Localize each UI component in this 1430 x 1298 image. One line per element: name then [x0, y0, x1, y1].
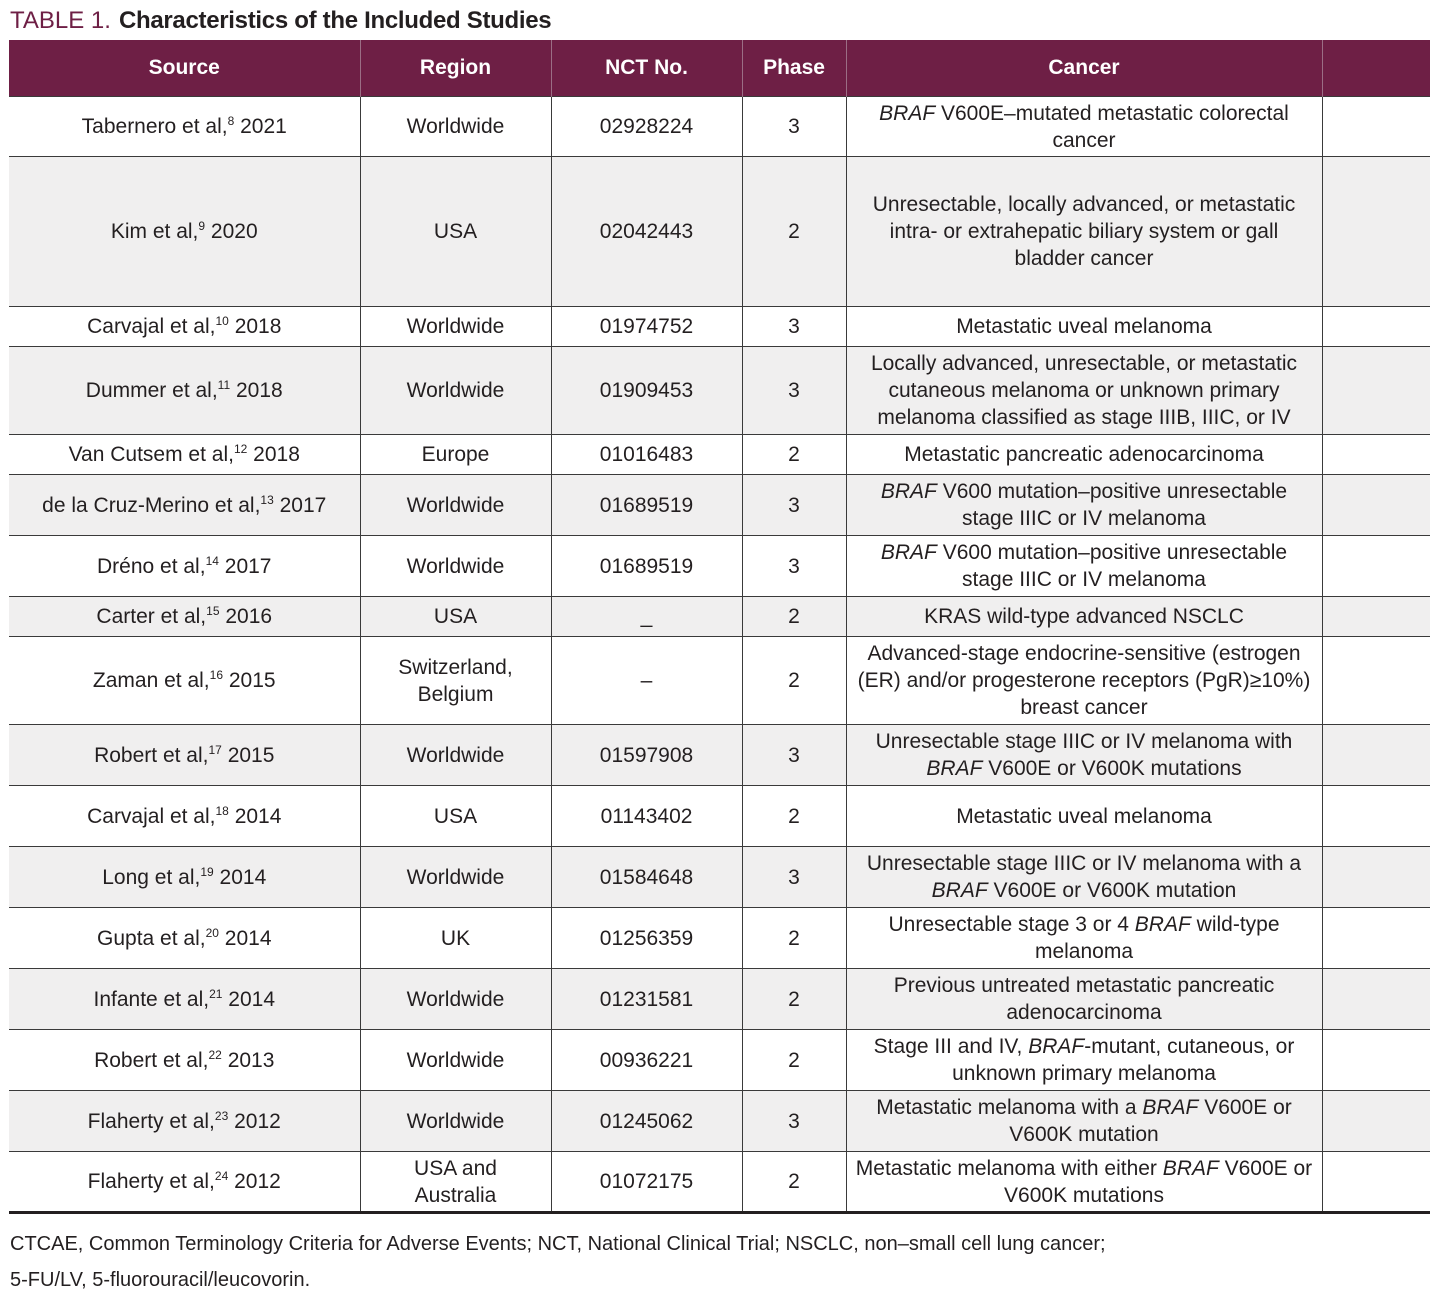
source-ref: 15	[206, 604, 220, 618]
source-year: 2015	[228, 669, 276, 692]
extra-cell	[1322, 786, 1430, 847]
source-cell	[9, 969, 360, 1030]
source-cell	[9, 475, 360, 536]
cancer-text: wild-type melanoma	[1034, 913, 1280, 963]
source-year: 2016	[225, 605, 273, 628]
region-cell: Worldwide	[360, 475, 551, 536]
extra-cell	[1322, 908, 1430, 969]
source-cell	[9, 347, 360, 435]
nct-cell: 02928224	[551, 97, 742, 157]
cancer-text: Metastatic melanoma with a	[876, 1096, 1143, 1119]
extra-cell	[1322, 847, 1430, 908]
region-cell: UK	[360, 908, 551, 969]
source-ref: 22	[208, 1047, 222, 1062]
source-ref: 14	[205, 553, 219, 568]
source-ref: 23	[214, 1108, 229, 1123]
nct-cell: 01016483	[551, 435, 742, 475]
source-year: 2014	[219, 865, 267, 889]
gene-name: BRAF	[1162, 1156, 1219, 1180]
nct-cell: 01689519	[551, 475, 742, 536]
cancer-text: Previous untreated metastatic pancreatic adenocarcinoma	[893, 974, 1275, 1024]
table-title: Characteristics of the Included Studies	[118, 7, 552, 34]
source-ref: 12	[233, 442, 248, 456]
table-row	[9, 969, 1430, 1030]
source-author: Carvajal et al,	[87, 315, 216, 338]
nct-cell: 01584648	[551, 847, 742, 908]
extra-cell	[1322, 157, 1430, 307]
extra-cell	[1322, 536, 1430, 597]
table-row	[9, 307, 1430, 347]
cancer-cell	[846, 1091, 1322, 1152]
source-author: Dréno et al,	[97, 554, 206, 578]
phase-cell: 3	[742, 475, 846, 536]
table-row	[9, 157, 1430, 307]
source-cell	[9, 1091, 360, 1152]
table-row	[9, 847, 1430, 908]
source-ref: 18	[215, 803, 229, 818]
extra-cell	[1322, 969, 1430, 1030]
source-year: 2014	[224, 926, 272, 950]
source-year: 2013	[227, 1048, 275, 1072]
region-cell: Worldwide	[360, 347, 551, 435]
phase-cell: 3	[742, 847, 846, 908]
region-cell: Worldwide	[360, 1030, 551, 1091]
region-cell: Switzerland, Belgium	[360, 637, 551, 725]
source-author: Carvajal et al,	[87, 804, 216, 828]
footnote-line-1: CTCAE, Common Terminology Criteria for Adverse Events; NCT, National Clinical Trial; NSCLC, non–small cell lung cancer;	[10, 1233, 1106, 1255]
cancer-cell	[846, 1030, 1322, 1091]
source-author: Robert et al,	[94, 1048, 209, 1072]
extra-cell	[1322, 307, 1430, 347]
gene-name: BRAF	[1142, 1096, 1199, 1119]
cancer-cell	[846, 969, 1322, 1030]
column-header-source: Source	[9, 40, 360, 97]
source-cell	[9, 536, 360, 597]
cancer-cell	[846, 475, 1322, 536]
table-row	[9, 908, 1430, 969]
extra-cell	[1322, 637, 1430, 725]
cancer-text: Locally advanced, unresectable, or metastatic cutaneous melanoma or unknown primary melanoma classified as stage IIIB, IIIC, or IV	[870, 352, 1298, 429]
source-cell	[9, 307, 360, 347]
nct-cell: 01231581	[551, 969, 742, 1030]
extra-cell	[1322, 1152, 1430, 1213]
phase-cell: 2	[742, 435, 846, 475]
source-author: Van Cutsem et al,	[68, 443, 234, 466]
cancer-text: Metastatic melanoma with either	[855, 1156, 1163, 1180]
region-cell: Europe	[360, 435, 551, 475]
cancer-cell	[846, 908, 1322, 969]
studies-table	[9, 40, 1430, 1214]
table-row	[9, 725, 1430, 786]
gene-name: BRAF	[931, 879, 988, 902]
table-row	[9, 597, 1430, 637]
cancer-text: V600 mutation–positive unresectable stage IIIC or IV melanoma	[936, 541, 1288, 591]
column-header-nct: NCT No.	[551, 40, 742, 97]
source-year: 2021	[240, 115, 287, 138]
source-cell	[9, 157, 360, 307]
nct-cell: 01256359	[551, 908, 742, 969]
table-caption	[10, 6, 551, 36]
nct-cell: _	[551, 597, 742, 637]
source-cell	[9, 1030, 360, 1091]
table-row	[9, 347, 1430, 435]
source-cell	[9, 908, 360, 969]
table-footnote	[10, 1226, 1390, 1298]
source-cell	[9, 97, 360, 157]
source-cell	[9, 786, 360, 847]
source-ref: 24	[214, 1169, 229, 1183]
source-author: Robert et al,	[94, 743, 209, 767]
gene-name: BRAF	[880, 480, 937, 503]
cancer-text: V600E or V600K mutations	[982, 757, 1242, 780]
table-label: TABLE 1.	[10, 7, 111, 34]
table-row	[9, 1152, 1430, 1213]
table-row	[9, 1030, 1430, 1091]
phase-cell: 3	[742, 536, 846, 597]
cancer-text: Metastatic uveal melanoma	[956, 804, 1212, 828]
source-author: Long et al,	[102, 865, 201, 889]
cancer-text: V600 mutation–positive unresectable stage IIIC or IV melanoma	[936, 480, 1288, 530]
phase-cell: 2	[742, 969, 846, 1030]
cancer-text: KRAS wild-type advanced NSCLC	[924, 605, 1244, 628]
region-cell: Worldwide	[360, 97, 551, 157]
cancer-cell	[846, 786, 1322, 847]
phase-cell: 3	[742, 1091, 846, 1152]
region-cell: Worldwide	[360, 847, 551, 908]
cancer-cell	[846, 157, 1322, 307]
source-author: Flaherty et al,	[87, 1109, 215, 1133]
column-header-extra	[1322, 40, 1430, 97]
source-year: 2012	[234, 1109, 281, 1133]
nct-cell: 01689519	[551, 536, 742, 597]
region-cell: USA	[360, 597, 551, 637]
cancer-cell	[846, 435, 1322, 475]
column-header-cancer: Cancer	[846, 40, 1322, 97]
nct-cell: 01143402	[551, 786, 742, 847]
region-cell: Worldwide	[360, 1091, 551, 1152]
cancer-text: V600E or V600K mutations	[1004, 1156, 1313, 1207]
cancer-cell	[846, 1152, 1322, 1213]
gene-name: BRAF	[879, 101, 936, 125]
cancer-text: V600E–mutated metastatic colorectal cancer	[935, 101, 1289, 152]
nct-cell: –	[551, 637, 742, 725]
nct-cell: 01245062	[551, 1091, 742, 1152]
extra-cell	[1322, 1091, 1430, 1152]
cancer-cell	[846, 536, 1322, 597]
extra-cell	[1322, 347, 1430, 435]
cancer-cell	[846, 97, 1322, 157]
source-author: Tabernero et al,	[81, 115, 228, 138]
source-author: Kim et al,	[110, 220, 199, 243]
table-row	[9, 1091, 1430, 1152]
table-row	[9, 637, 1430, 725]
source-year: 2012	[234, 1170, 281, 1193]
extra-cell	[1322, 435, 1430, 475]
source-cell	[9, 1152, 360, 1213]
source-author: Flaherty et al,	[87, 1170, 215, 1193]
cancer-text: Unresectable, locally advanced, or metastatic intra- or extrahepatic biliary system or gall bladder cancer	[872, 193, 1296, 270]
source-ref: 10	[215, 314, 229, 328]
phase-cell: 3	[742, 347, 846, 435]
source-author: Carter et al,	[96, 605, 207, 628]
header-row	[9, 40, 1430, 97]
source-year: 2014	[234, 804, 282, 828]
region-cell: USA	[360, 157, 551, 307]
cancer-text: Metastatic uveal melanoma	[956, 315, 1212, 338]
cancer-text: Advanced-stage endocrine-sensitive (estrogen (ER) and/or progesterone receptors (PgR)≥10%) breast cancer	[857, 642, 1311, 719]
phase-cell: 2	[742, 1030, 846, 1091]
source-author: Infante et al,	[93, 987, 210, 1011]
extra-cell	[1322, 1030, 1430, 1091]
nct-cell: 02042443	[551, 157, 742, 307]
phase-cell: 3	[742, 725, 846, 786]
cancer-cell	[846, 637, 1322, 725]
column-header-region: Region	[360, 40, 551, 97]
cancer-cell	[846, 597, 1322, 637]
table-row	[9, 97, 1430, 157]
source-author: de la Cruz-Merino et al,	[42, 493, 261, 517]
source-ref: 8	[227, 114, 235, 128]
nct-cell: 00936221	[551, 1030, 742, 1091]
cancer-cell	[846, 725, 1322, 786]
nct-cell: 01597908	[551, 725, 742, 786]
cancer-cell	[846, 847, 1322, 908]
gene-name: BRAF	[1028, 1035, 1085, 1058]
region-cell: Worldwide	[360, 969, 551, 1030]
source-author: Gupta et al,	[97, 926, 206, 950]
region-cell: USA and Australia	[360, 1152, 551, 1213]
region-cell: USA	[360, 786, 551, 847]
nct-cell: 01909453	[551, 347, 742, 435]
cancer-text: V600E or V600K mutation	[987, 879, 1237, 902]
cancer-text: V600E or V600K mutation	[1009, 1096, 1292, 1146]
source-ref: 21	[209, 986, 223, 1001]
source-ref: 16	[209, 668, 224, 682]
nct-cell: 01974752	[551, 307, 742, 347]
source-ref: 13	[260, 492, 274, 507]
source-cell	[9, 597, 360, 637]
source-ref: 20	[205, 925, 219, 940]
source-cell	[9, 725, 360, 786]
cancer-text: Unresectable stage IIIC or IV melanoma with	[875, 730, 1293, 753]
footnote-line-2: 5-FU/LV, 5-fluorouracil/leucovorin.	[10, 1269, 311, 1291]
phase-cell: 2	[742, 908, 846, 969]
table-row	[9, 786, 1430, 847]
extra-cell	[1322, 475, 1430, 536]
cancer-text: Stage III and IV,	[873, 1035, 1029, 1058]
table-row	[9, 435, 1430, 475]
gene-name: BRAF	[1134, 913, 1191, 936]
region-cell: Worldwide	[360, 307, 551, 347]
column-header-phase: Phase	[742, 40, 846, 97]
source-year: 2017	[279, 493, 327, 517]
source-ref: 17	[208, 742, 222, 757]
source-year: 2014	[228, 987, 275, 1011]
source-ref: 19	[200, 864, 214, 879]
phase-cell: 2	[742, 637, 846, 725]
region-cell: Worldwide	[360, 725, 551, 786]
source-author: Dummer et al,	[85, 379, 218, 402]
phase-cell: 2	[742, 597, 846, 637]
source-ref: 9	[198, 219, 206, 233]
source-year: 2020	[210, 220, 258, 243]
cancer-cell	[846, 307, 1322, 347]
extra-cell	[1322, 597, 1430, 637]
source-year: 2015	[227, 743, 275, 767]
source-author: Zaman et al,	[92, 669, 210, 692]
nct-cell: 01072175	[551, 1152, 742, 1213]
phase-cell: 2	[742, 157, 846, 307]
source-year: 2018	[235, 379, 283, 402]
phase-cell: 3	[742, 307, 846, 347]
extra-cell	[1322, 97, 1430, 157]
source-cell	[9, 847, 360, 908]
cancer-text: -mutant, cutaneous, or unknown primary melanoma	[952, 1035, 1295, 1085]
phase-cell: 2	[742, 1152, 846, 1213]
source-cell	[9, 637, 360, 725]
extra-cell	[1322, 725, 1430, 786]
cancer-text: Unresectable stage IIIC or IV melanoma with a	[866, 852, 1302, 875]
gene-name: BRAF	[926, 757, 983, 780]
phase-cell: 2	[742, 786, 846, 847]
cancer-text: Metastatic pancreatic adenocarcinoma	[904, 443, 1264, 466]
region-cell: Worldwide	[360, 536, 551, 597]
cancer-cell	[846, 347, 1322, 435]
source-year: 2017	[224, 554, 272, 578]
gene-name: BRAF	[880, 541, 937, 564]
source-year: 2018	[253, 443, 300, 466]
phase-cell: 3	[742, 97, 846, 157]
source-year: 2018	[234, 315, 282, 338]
cancer-text: Unresectable stage 3 or 4	[888, 913, 1135, 936]
source-cell	[9, 435, 360, 475]
table-row	[9, 475, 1430, 536]
source-ref: 11	[217, 378, 231, 392]
table-row	[9, 536, 1430, 597]
